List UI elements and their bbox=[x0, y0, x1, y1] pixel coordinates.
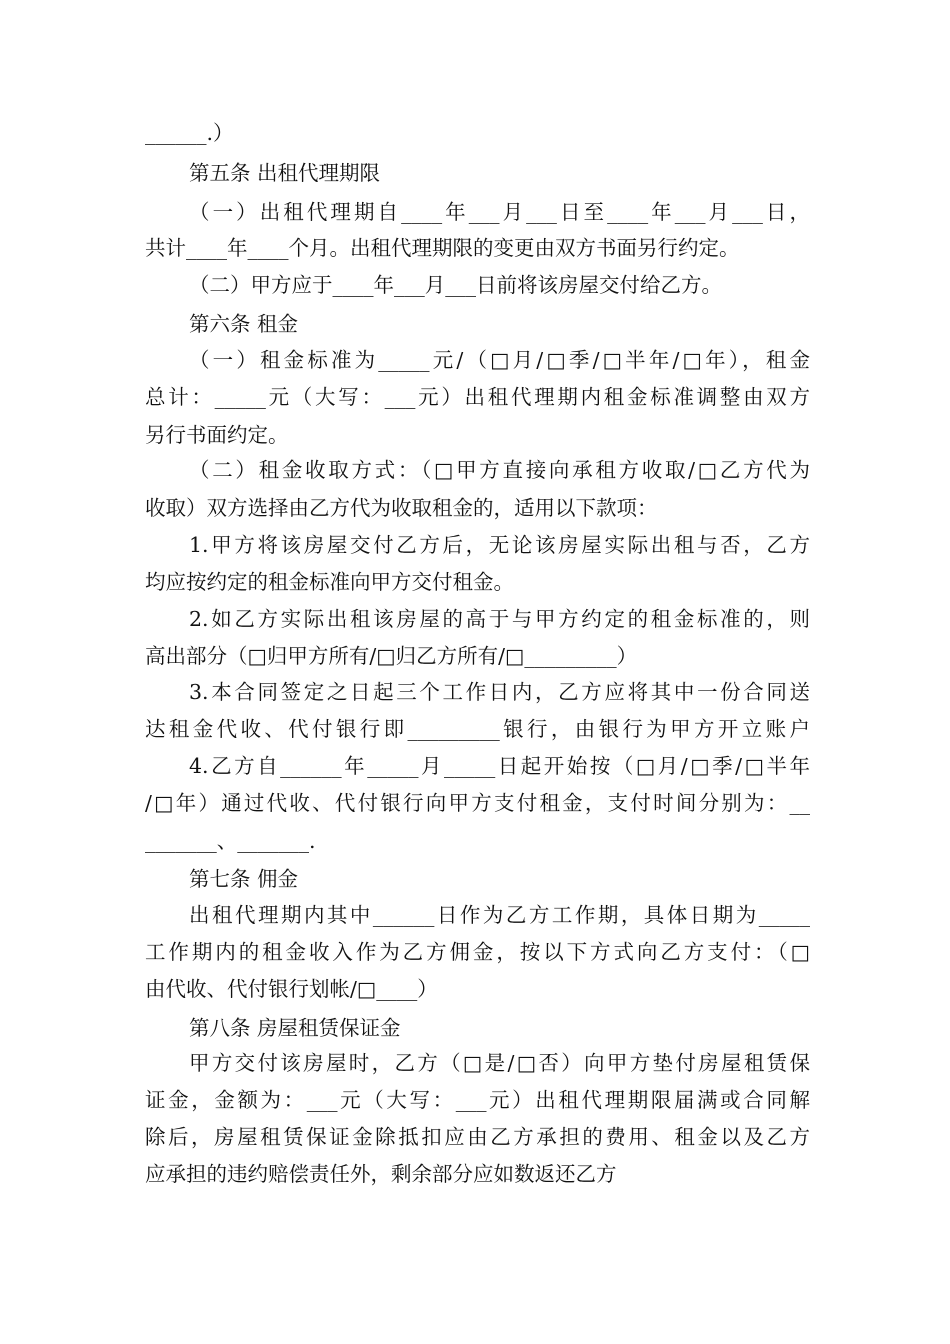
text-line: _______、_______. bbox=[145, 829, 316, 853]
text-line: 2.如乙方实际出租该房屋的高于与甲方约定的租金标准的，则 bbox=[189, 607, 810, 631]
text-line: 出租代理期内其中______日作为乙方工作期，具体日期为_____ bbox=[189, 903, 810, 927]
section-heading-8: 第八条 房屋租赁保证金 bbox=[189, 1016, 401, 1040]
text-line: 甲方交付该房屋时，乙方（□是/□否）向甲方垫付房屋租赁保 bbox=[189, 1051, 810, 1075]
text-line: ______.） bbox=[145, 121, 234, 145]
text-line: 均应按约定的租金标准向甲方交付租金。 bbox=[145, 570, 514, 594]
text-line: 4.乙方自______年_____月_____日起开始按（□月/□季/□半年 bbox=[189, 754, 810, 778]
text-line: 由代收、代付银行划帐/□____） bbox=[145, 977, 438, 1001]
text-line: 共计____年____个月。出租代理期限的变更由双方书面另行约定。 bbox=[145, 236, 740, 260]
text-line: （一）出租代理期自____年___月___日至____年___月___日， bbox=[189, 200, 810, 224]
text-line: 证金，金额为：___元（大写：___元）出租代理期限届满或合同解 bbox=[145, 1088, 810, 1112]
text-line: 达租金代收、代付银行即_________银行，由银行为甲方开立账户 bbox=[145, 717, 810, 741]
section-heading-5: 第五条 出租代理期限 bbox=[189, 161, 381, 185]
text-line: /□年）通过代收、代付银行向甲方支付租金，支付时间分别为：__ bbox=[145, 791, 810, 815]
text-line: 1.甲方将该房屋交付乙方后，无论该房屋实际出租与否，乙方 bbox=[189, 533, 810, 557]
text-line: 另行书面约定。 bbox=[145, 423, 289, 447]
section-heading-7: 第七条 佣金 bbox=[189, 867, 299, 891]
text-line: 总计：_____元（大写：___元）出租代理期内租金标准调整由双方 bbox=[145, 385, 810, 409]
text-line: 收取）双方选择由乙方代为收取租金的，适用以下款项： bbox=[145, 496, 658, 520]
text-line: （一）租金标准为_____元/（□月/□季/□半年/□年），租金 bbox=[189, 348, 810, 372]
text-line: 3.本合同签定之日起三个工作日内，乙方应将其中一份合同送 bbox=[189, 680, 810, 704]
text-line: 高出部分（□归甲方所有/□归乙方所有/□_________） bbox=[145, 644, 638, 668]
text-line: （二）租金收取方式：（□甲方直接向承租方收取/□乙方代为 bbox=[189, 458, 810, 482]
text-line: 应承担的违约赔偿责任外，剩余部分应如数返还乙方 bbox=[145, 1162, 617, 1186]
text-line: （二）甲方应于____年___月___日前将该房屋交付给乙方。 bbox=[189, 273, 722, 297]
section-heading-6: 第六条 租金 bbox=[189, 312, 299, 336]
text-line: 除后，房屋租赁保证金除抵扣应由乙方承担的费用、租金以及乙方 bbox=[145, 1125, 810, 1149]
text-line: 工作期内的租金收入作为乙方佣金，按以下方式向乙方支付：（□ bbox=[145, 940, 810, 964]
